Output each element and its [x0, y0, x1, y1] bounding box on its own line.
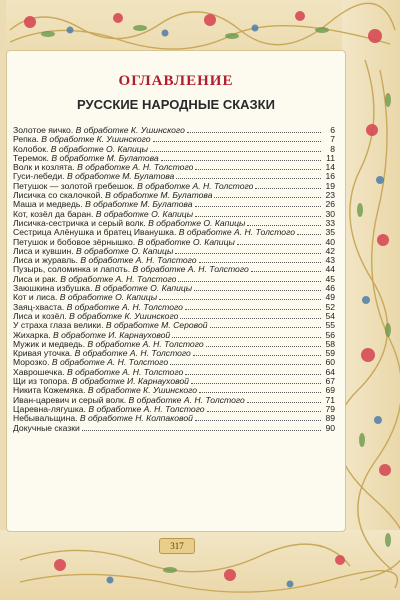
- toc-entry-page: 40: [325, 237, 335, 247]
- toc-leader-dots: [170, 364, 321, 365]
- toc-entry-page: 8: [330, 144, 335, 154]
- toc-entry-title: Мужик и медведь.: [13, 339, 85, 349]
- toc-entry-title: Морозко.: [13, 358, 50, 368]
- toc-entry-page: 49: [325, 293, 335, 303]
- toc-entry-title: Колобок.: [13, 144, 49, 154]
- toc-entry-adaptation: В обработке К. Ушинского: [87, 386, 198, 396]
- toc-leader-dots: [199, 262, 321, 263]
- toc-entry-text: [13, 405, 205, 414]
- toc-entry-adaptation: В обработке А. Н. Толстого: [132, 265, 249, 275]
- toc-entry-page: 67: [325, 377, 335, 387]
- toc-entry-adaptation: В обработке О. Капицы: [59, 293, 158, 303]
- toc-entry-title: Иван-царевич и серый волк.: [13, 395, 127, 405]
- toc-entry-title: Жихарка.: [13, 330, 51, 340]
- toc-entry-adaptation: В обработке М. Булатова: [85, 200, 193, 210]
- toc-entry-title: Кривая уточка.: [13, 349, 73, 359]
- toc-entry-text: [13, 247, 173, 256]
- toc-entry-page: 46: [325, 284, 335, 294]
- toc-entry-text: [13, 414, 193, 423]
- toc-entry-adaptation: В обработке М. Булатова: [51, 153, 159, 163]
- toc-entry: [13, 191, 335, 200]
- toc-entry: [13, 377, 335, 386]
- toc-entry-page: 26: [325, 200, 335, 210]
- toc-entry-page: 69: [325, 386, 335, 396]
- toc-entry-text: [13, 191, 212, 200]
- toc-entry-adaptation: В обработке О. Капицы: [94, 284, 193, 294]
- toc-entry-page: 44: [325, 265, 335, 275]
- toc-entry-page: 45: [325, 274, 335, 284]
- toc-entry: [13, 358, 335, 367]
- toc-entry-text: [13, 135, 151, 144]
- toc-entry-text: [13, 182, 253, 191]
- toc-leader-dots: [191, 383, 321, 384]
- toc-entry-title: Кот и лиса.: [13, 293, 58, 303]
- toc-entry-text: [13, 358, 168, 367]
- toc-entry: [13, 321, 335, 330]
- toc-entry-adaptation: В обработке И. Карнауховой: [71, 377, 189, 387]
- toc-entry-adaptation: В обработке О. Капицы: [50, 144, 148, 154]
- toc-entry: [13, 210, 335, 219]
- page-number: 317: [159, 538, 195, 554]
- toc-entry-adaptation: В обработке А. Н. Толстого: [77, 163, 194, 173]
- toc-leader-dots: [176, 178, 321, 179]
- toc-entry-adaptation: В обработке Н. Колпаковой: [79, 414, 193, 424]
- toc-entry: [13, 154, 335, 163]
- toc-entry-adaptation: В обработке А. Н. Толстого: [128, 395, 245, 405]
- toc-leader-dots: [175, 253, 321, 254]
- toc-entry: [13, 228, 335, 237]
- toc-leader-dots: [206, 346, 321, 347]
- toc-entry-page: 64: [325, 367, 335, 377]
- toc-leader-dots: [193, 355, 321, 356]
- toc-leader-dots: [214, 197, 321, 198]
- toc-entry-title: Лисичка со скалочкой.: [13, 191, 103, 201]
- toc-entry: [13, 424, 335, 433]
- toc-leader-dots: [207, 411, 321, 412]
- toc-entry-adaptation: В обработке О. Капицы: [95, 209, 194, 219]
- toc-entry: [13, 331, 335, 340]
- toc-entry-text: [13, 396, 245, 405]
- toc-entry: [13, 303, 335, 312]
- toc-entry-title: Сестрица Алёнушка и братец Иванушка.: [13, 228, 177, 238]
- toc-entry-adaptation: В обработке И. Карнауховой: [53, 330, 171, 340]
- toc-entry: [13, 275, 335, 284]
- toc-leader-dots: [178, 281, 321, 282]
- toc-entry-adaptation: В обработке А. Н. Толстого: [80, 256, 197, 266]
- toc-leader-dots: [159, 299, 321, 300]
- toc-leader-dots: [247, 225, 321, 226]
- toc-entry: [13, 368, 335, 377]
- toc-entry-title: Гуси-лебеди.: [13, 172, 65, 182]
- toc-entry-adaptation: В обработке М. Булатова: [66, 172, 175, 182]
- toc-entry-page: 43: [325, 256, 335, 266]
- toc-entry-page: 33: [325, 218, 335, 228]
- toc-entry-title: Репка.: [13, 135, 39, 145]
- toc-entry-page: 16: [325, 172, 335, 182]
- toc-entry-page: 42: [325, 246, 335, 256]
- toc-entry-adaptation: В обработке К. Ушинского: [69, 311, 179, 321]
- toc-entry: [13, 284, 335, 293]
- toc-entry-page: 89: [325, 414, 335, 424]
- toc-entry: [13, 200, 335, 209]
- toc-entry: [13, 145, 335, 154]
- toc-entry-adaptation: В обработке А. Н. Толстого: [88, 404, 205, 414]
- toc-leader-dots: [251, 271, 321, 272]
- toc-entry-page: 52: [325, 302, 335, 312]
- toc-entry-title: Заяц-хваста.: [13, 302, 65, 312]
- toc-entry-title: Золотое яичко.: [13, 126, 74, 135]
- toc-entry-title: Волк и козлята.: [13, 163, 75, 173]
- toc-entry-title: Лисичка-сестричка и серый волк.: [13, 218, 146, 228]
- toc-entry-adaptation: В обработке О. Капицы: [76, 246, 174, 256]
- toc-entry: [13, 135, 335, 144]
- toc-entry: [13, 312, 335, 321]
- toc-entry-page: 30: [325, 209, 335, 219]
- toc-entry-title: Теремок.: [13, 153, 49, 163]
- toc-entry-page: 54: [325, 311, 335, 321]
- toc-entry: [13, 126, 335, 135]
- toc-entry-text: [13, 256, 197, 265]
- toc-entry-adaptation: В обработке А. Н. Толстого: [137, 181, 254, 191]
- toc-entry: [13, 293, 335, 302]
- toc-entry-adaptation: В обработке А. Н. Толстого: [67, 367, 184, 377]
- toc-entry-text: [13, 200, 193, 209]
- toc-entry-text: [13, 154, 159, 163]
- toc-entry-page: 56: [325, 330, 335, 340]
- toc-entry-page: 90: [325, 423, 335, 433]
- toc-entry-text: [13, 172, 174, 181]
- toc-leader-dots: [187, 132, 321, 133]
- toc-entry-title: Лиса и рак.: [13, 274, 58, 284]
- toc-leader-dots: [180, 318, 321, 319]
- toc-entry-title: Заюшкина избушка.: [13, 284, 93, 294]
- toc-leader-dots: [185, 374, 321, 375]
- toc-entry-title: Хаврошечка.: [13, 367, 65, 377]
- toc-entry-title: Лиса и кувшин.: [13, 246, 74, 256]
- toc-entry-title: Никита Кожемяка.: [13, 386, 86, 396]
- toc-entry-title: Лиса и козёл.: [13, 311, 67, 321]
- section-heading: РУССКИЕ НАРОДНЫЕ СКАЗКИ: [77, 97, 275, 112]
- toc-leader-dots: [237, 244, 321, 245]
- toc-entry-title: Царевна-лягушка.: [13, 404, 86, 414]
- toc-entry-adaptation: В обработке А. Н. Толстого: [178, 228, 295, 238]
- toc-leader-dots: [153, 141, 321, 142]
- toc-entry: [13, 396, 335, 405]
- toc-entry-adaptation: В обработке О. Капицы: [137, 237, 235, 247]
- toc-entry-text: [13, 349, 191, 358]
- toc-leader-dots: [195, 420, 321, 421]
- toc-entry-page: 59: [325, 349, 335, 359]
- toc-list: [13, 126, 335, 433]
- toc-entry-title: Кот, козёл да баран.: [13, 209, 94, 219]
- toc-entry: [13, 265, 335, 274]
- toc-entry-text: [13, 331, 170, 340]
- toc-entry: [13, 405, 335, 414]
- toc-entry-page: 79: [325, 404, 335, 414]
- toc-entry: [13, 386, 335, 395]
- toc-entry-title: Небывальщина.: [13, 414, 78, 424]
- toc-entry-adaptation: В обработке А. Н. Толстого: [66, 302, 183, 312]
- toc-entry-text: [13, 163, 193, 172]
- toc-entry: [13, 256, 335, 265]
- toc-leader-dots: [255, 188, 321, 189]
- toc-entry-page: 60: [325, 358, 335, 368]
- toc-entry-page: 11: [326, 153, 335, 163]
- toc-entry-text: [13, 126, 185, 135]
- toc-entry-text: [13, 340, 204, 349]
- toc-leader-dots: [161, 160, 321, 161]
- toc-leader-dots: [199, 392, 321, 393]
- toc-entry-text: [13, 312, 178, 321]
- toc-leader-dots: [195, 206, 321, 207]
- toc-entry-title: Докучные сказки: [13, 423, 80, 433]
- toc-leader-dots: [150, 151, 321, 152]
- toc-entry: [13, 219, 335, 228]
- toc-page: [6, 50, 346, 532]
- toc-entry-adaptation: В обработке К. Ушинского: [75, 126, 185, 135]
- toc-entry-title: Щи из топора.: [13, 377, 70, 387]
- toc-entry-adaptation: В обработке А. Н. Толстого: [87, 339, 204, 349]
- toc-heading: ОГЛАВЛЕНИЕ: [118, 73, 234, 89]
- toc-entry-adaptation: В обработке К. Ушинского: [41, 135, 151, 145]
- toc-entry-adaptation: В обработке А. Н. Толстого: [51, 358, 169, 368]
- toc-entry: [13, 163, 335, 172]
- toc-entry-page: 7: [330, 135, 335, 145]
- toc-entry-text: [13, 275, 176, 284]
- toc-entry: [13, 182, 335, 191]
- toc-entry-adaptation: В обработке О. Капицы: [148, 218, 246, 228]
- toc-entry-text: [13, 377, 189, 386]
- toc-entry: [13, 238, 335, 247]
- toc-entry-text: [13, 303, 183, 312]
- toc-entry-title: Петушок и бобовое зёрнышко.: [13, 237, 136, 247]
- toc-entry: [13, 340, 335, 349]
- toc-entry-text: [13, 145, 148, 154]
- toc-leader-dots: [210, 327, 322, 328]
- toc-entry-adaptation: В обработке А. Н. Толстого: [74, 349, 191, 359]
- toc-entry-text: [13, 368, 183, 377]
- toc-entry-title: Петушок — золотой гребешок.: [13, 181, 135, 191]
- toc-entry-text: [13, 293, 157, 302]
- toc-entry-page: 71: [325, 395, 335, 405]
- toc-entry-page: 23: [325, 191, 335, 201]
- toc-entry-text: [13, 321, 208, 330]
- toc-leader-dots: [297, 234, 321, 235]
- toc-entry: [13, 247, 335, 256]
- toc-entry-text: [13, 386, 197, 395]
- toc-leader-dots: [247, 402, 321, 403]
- toc-entry-page: 58: [325, 339, 335, 349]
- toc-entry-text: [13, 210, 193, 219]
- toc-entry-title: Лиса и журавль.: [13, 256, 78, 266]
- toc-entry-text: [13, 424, 80, 433]
- toc-leader-dots: [172, 337, 321, 338]
- toc-leader-dots: [195, 216, 321, 217]
- toc-leader-dots: [195, 169, 321, 170]
- toc-entry-title: Пузырь, соломинка и лапоть.: [13, 265, 131, 275]
- toc-entry: [13, 172, 335, 181]
- toc-entry-text: [13, 284, 192, 293]
- toc-leader-dots: [82, 430, 321, 431]
- toc-leader-dots: [185, 309, 321, 310]
- toc-entry-title: У страха глаза велики.: [13, 321, 104, 331]
- toc-entry-text: [13, 238, 235, 247]
- toc-entry: [13, 349, 335, 358]
- toc-entry: [13, 414, 335, 423]
- toc-entry-page: 19: [325, 181, 335, 191]
- toc-entry-page: 14: [325, 163, 335, 173]
- toc-entry-page: 35: [325, 228, 335, 238]
- toc-entry-text: [13, 219, 245, 228]
- toc-entry-page: 55: [325, 321, 335, 331]
- toc-entry-adaptation: В обработке М. Булатова: [105, 191, 213, 201]
- toc-entry-adaptation: В обработке М. Серовой: [105, 321, 208, 331]
- toc-entry-title: Маша и медведь.: [13, 200, 83, 210]
- toc-entry-page: 6: [330, 126, 335, 135]
- toc-entry-text: [13, 265, 249, 274]
- toc-leader-dots: [194, 290, 321, 291]
- toc-entry-text: [13, 228, 295, 237]
- toc-entry-adaptation: В обработке А. Н. Толстого: [60, 274, 177, 284]
